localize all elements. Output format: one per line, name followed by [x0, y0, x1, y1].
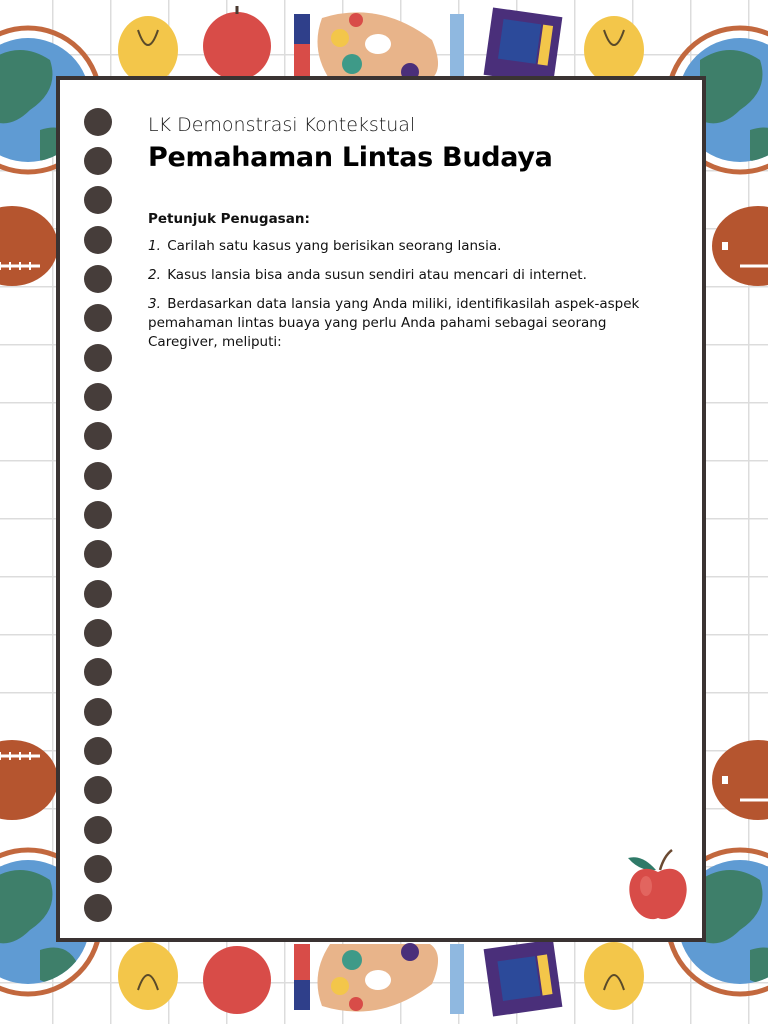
instruction-number: 1. [148, 238, 161, 254]
binder-hole [84, 265, 112, 293]
instruction-text: Carilah satu kasus yang berisikan seorang lansia. [167, 238, 502, 254]
binder-hole [84, 698, 112, 726]
worksheet-content [148, 114, 668, 352]
binder-hole [84, 422, 112, 450]
paint-palette-icon [318, 12, 439, 81]
lightbulb-icon [118, 942, 178, 1010]
binder-hole [84, 658, 112, 686]
binder-hole [84, 540, 112, 568]
binder-hole [84, 619, 112, 647]
binder-hole [84, 737, 112, 765]
binder-hole [84, 186, 112, 214]
binder-hole [84, 383, 112, 411]
instruction-item [148, 266, 668, 285]
apple-icon [203, 946, 271, 1014]
binder-hole [84, 108, 112, 136]
paint-palette-icon [318, 943, 439, 1012]
pencil-icon [294, 14, 310, 84]
binder-hole [84, 462, 112, 490]
apple-icon [203, 6, 271, 80]
football-icon [712, 206, 768, 286]
binder-holes [60, 80, 140, 938]
instruction-number: 2. [148, 267, 161, 283]
instruction-text: Kasus lansia bisa anda susun sendiri atau mencari di internet. [167, 267, 587, 283]
worksheet-title: Pemahaman Lintas Budaya [148, 142, 553, 173]
instruction-item [148, 237, 668, 256]
binder-hole [84, 776, 112, 804]
instructions-heading: Petunjuk Penugasan: [148, 211, 310, 227]
notebook-page [56, 76, 706, 942]
pencil-icon [294, 944, 310, 1010]
instruction-text: Berdasarkan data lansia yang Anda miliki, identifikasilah aspek-aspek pemahaman lintas buaya yang perlu Anda pahami sebagai seorang Caregiver, meliputi: [148, 296, 640, 350]
calculator-icon [484, 939, 563, 1016]
lightbulb-icon [118, 16, 178, 84]
apple-icon [626, 846, 690, 926]
lightbulb-icon [584, 16, 644, 84]
football-icon [0, 740, 58, 820]
football-icon [712, 740, 768, 820]
binder-hole [84, 855, 112, 883]
lightbulb-icon [584, 942, 644, 1010]
pencil-icon [450, 944, 464, 1014]
binder-hole [84, 894, 112, 922]
binder-hole [84, 501, 112, 529]
instruction-item [148, 295, 668, 352]
instruction-number: 3. [148, 296, 161, 312]
football-icon [0, 206, 58, 286]
binder-hole [84, 226, 112, 254]
binder-hole [84, 816, 112, 844]
binder-hole [84, 147, 112, 175]
worksheet-subtitle: LK Demonstrasi Kontekstual [148, 114, 416, 136]
calculator-icon [484, 7, 563, 84]
binder-hole [84, 304, 112, 332]
binder-hole [84, 344, 112, 372]
pencil-icon [450, 14, 464, 84]
binder-hole [84, 580, 112, 608]
